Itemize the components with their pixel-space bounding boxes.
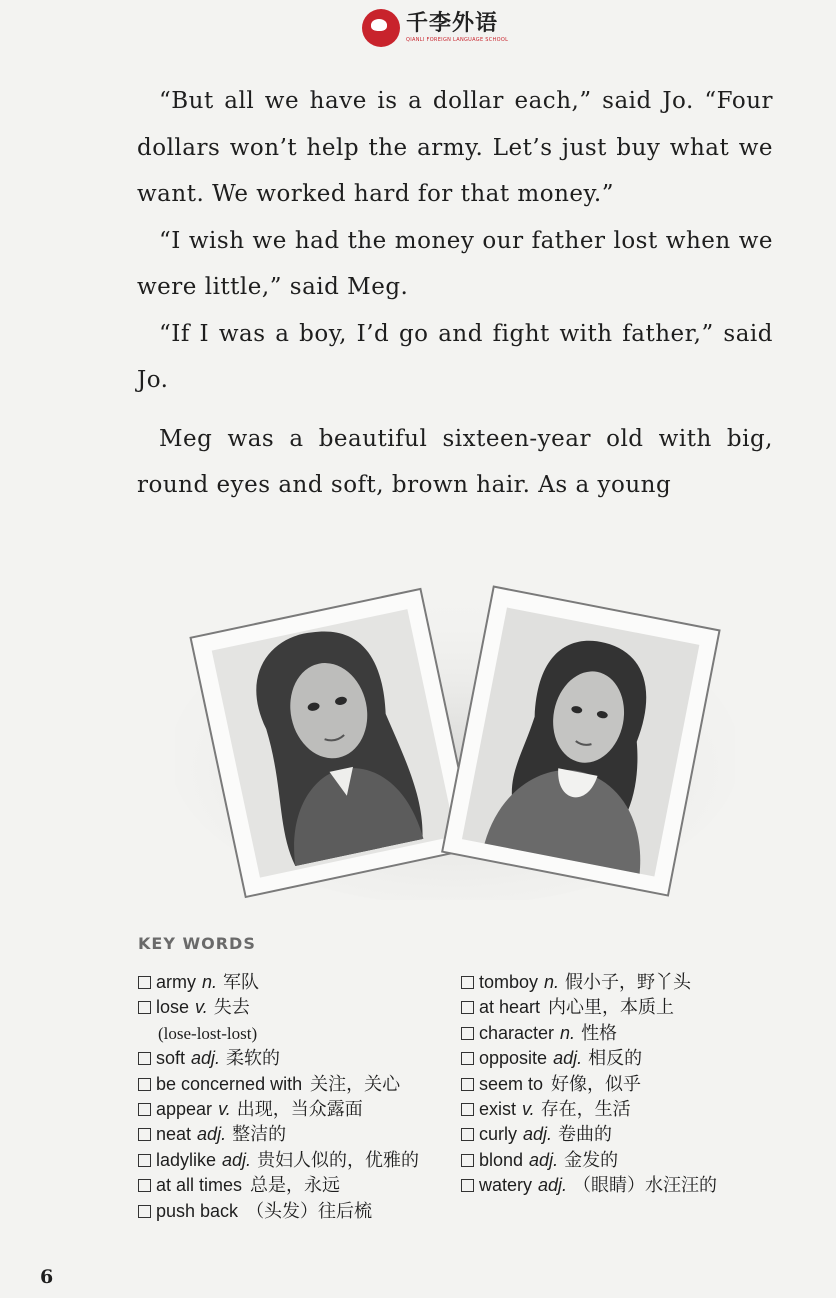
checkbox-icon[interactable] — [461, 1103, 474, 1116]
key-word-item: tomboy n. 假小子，野丫头 — [461, 970, 717, 995]
checkbox-icon[interactable] — [461, 976, 474, 989]
key-word-item: exist v. 存在，生活 — [461, 1097, 717, 1122]
key-word-item: appear v. 出现，当众露面 — [138, 1097, 419, 1122]
checkbox-icon[interactable] — [461, 1001, 474, 1014]
key-words-left-column — [138, 970, 419, 1224]
checkbox-icon[interactable] — [138, 1103, 151, 1116]
checkbox-icon[interactable] — [461, 1179, 474, 1192]
key-word-item: seem to 好像，似乎 — [461, 1072, 717, 1097]
checkbox-icon[interactable] — [138, 1154, 151, 1167]
key-word-item: character n. 性格 — [461, 1021, 717, 1046]
key-word-item: watery adj. （眼睛）水汪汪的 — [461, 1173, 717, 1198]
logo-subtext: QIANLI FOREIGN LANGUAGE SCHOOL — [406, 37, 509, 43]
key-word-item: lose v. 失去 — [138, 995, 419, 1020]
logo-text: 千李外语 — [406, 11, 499, 36]
story-paragraph: “I wish we had the money our father lost when we were little,” said Meg. — [137, 227, 773, 300]
story-text — [137, 78, 773, 509]
checkbox-icon[interactable] — [138, 1128, 151, 1141]
checkbox-icon[interactable] — [138, 1078, 151, 1091]
key-words-right-column — [461, 970, 717, 1199]
checkbox-icon[interactable] — [138, 976, 151, 989]
key-word-item: at heart 内心里，本质上 — [461, 995, 717, 1020]
key-word-item: neat adj. 整洁的 — [138, 1122, 419, 1147]
key-words-title: KEY WORDS — [138, 934, 256, 953]
key-word-item: opposite adj. 相反的 — [461, 1046, 717, 1071]
key-word-item: at all times 总是，永远 — [138, 1173, 419, 1198]
key-word-item: be concerned with 关注，关心 — [138, 1072, 419, 1097]
key-word-note: (lose-lost-lost) — [158, 1023, 258, 1043]
story-paragraph: Meg was a beautiful sixteen-year old with big, round eyes and soft, brown hair. As a young — [137, 425, 773, 498]
key-word-item: blond adj. 金发的 — [461, 1148, 717, 1173]
key-word-item: push back （头发）往后梳 — [138, 1199, 419, 1224]
publisher-logo — [362, 6, 512, 50]
checkbox-icon[interactable] — [138, 1205, 151, 1218]
key-word-item: curly adj. 卷曲的 — [461, 1122, 717, 1147]
checkbox-icon[interactable] — [461, 1052, 474, 1065]
checkbox-icon[interactable] — [461, 1078, 474, 1091]
key-word-item: ladylike adj. 贵妇人似的，优雅的 — [138, 1148, 419, 1173]
checkbox-icon[interactable] — [138, 1179, 151, 1192]
key-word-item: army n. 军队 — [138, 970, 419, 995]
story-paragraph: “If I was a boy, I’d go and fight with father,” said Jo. — [137, 320, 773, 393]
page-number: 6 — [40, 1266, 54, 1288]
portrait-jo — [442, 587, 719, 896]
checkbox-icon[interactable] — [461, 1128, 474, 1141]
logo-icon — [362, 9, 400, 47]
checkbox-icon[interactable] — [461, 1027, 474, 1040]
checkbox-icon[interactable] — [138, 1052, 151, 1065]
checkbox-icon[interactable] — [138, 1001, 151, 1014]
sisters-portraits-illustration — [175, 565, 735, 900]
key-word-item: soft adj. 柔软的 — [138, 1046, 419, 1071]
story-paragraph: “But all we have is a dollar each,” said Jo. “Four dollars won’t help the army. Let’s just buy what we want. We worked hard for that money.” — [137, 88, 773, 207]
checkbox-icon[interactable] — [461, 1154, 474, 1167]
